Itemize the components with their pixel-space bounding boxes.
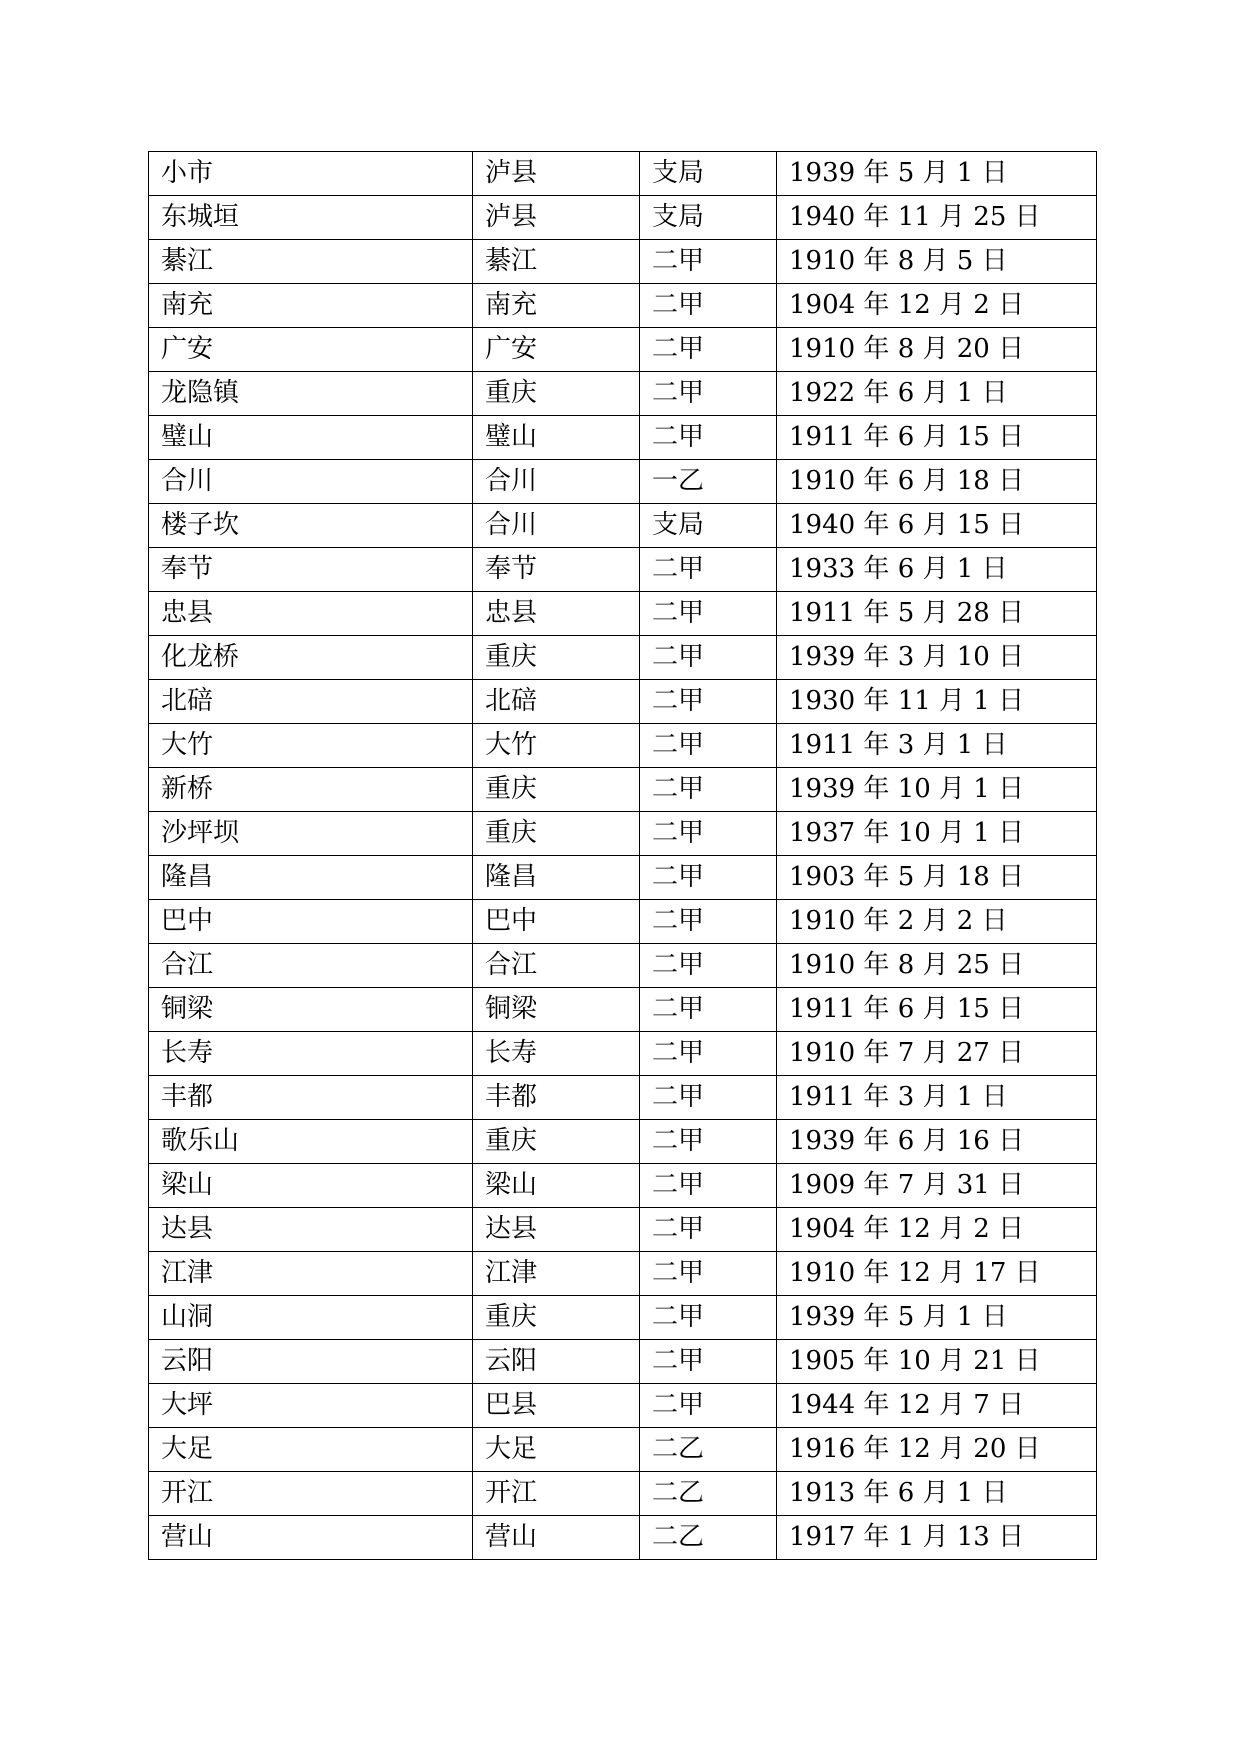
date-cell: 1904 年 12 月 2 日	[777, 284, 1097, 328]
place-name-cell: 江津	[149, 1252, 473, 1296]
grade-cell: 二甲	[640, 284, 777, 328]
place-name-cell: 歌乐山	[149, 1120, 473, 1164]
place-name-cell: 大坪	[149, 1384, 473, 1428]
place-name-cell: 化龙桥	[149, 636, 473, 680]
place-name-cell: 山洞	[149, 1296, 473, 1340]
grade-cell: 二甲	[640, 1340, 777, 1384]
table-row	[149, 680, 1097, 724]
date-cell: 1944 年 12 月 7 日	[777, 1384, 1097, 1428]
county-cell: 重庆	[473, 636, 640, 680]
table-row	[149, 1384, 1097, 1428]
date-cell: 1922 年 6 月 1 日	[777, 372, 1097, 416]
county-cell: 达县	[473, 1208, 640, 1252]
county-cell: 璧山	[473, 416, 640, 460]
county-cell: 开江	[473, 1472, 640, 1516]
county-cell: 合川	[473, 460, 640, 504]
table-row	[149, 812, 1097, 856]
table-row	[149, 328, 1097, 372]
table-row	[149, 1516, 1097, 1560]
place-name-cell: 隆昌	[149, 856, 473, 900]
table-row	[149, 636, 1097, 680]
grade-cell: 二甲	[640, 1252, 777, 1296]
place-name-cell: 营山	[149, 1516, 473, 1560]
table-row	[149, 1076, 1097, 1120]
date-cell: 1911 年 3 月 1 日	[777, 1076, 1097, 1120]
county-cell: 铜梁	[473, 988, 640, 1032]
date-cell: 1939 年 6 月 16 日	[777, 1120, 1097, 1164]
date-cell: 1909 年 7 月 31 日	[777, 1164, 1097, 1208]
date-cell: 1933 年 6 月 1 日	[777, 548, 1097, 592]
grade-cell: 二甲	[640, 1120, 777, 1164]
county-cell: 巴中	[473, 900, 640, 944]
table-row	[149, 988, 1097, 1032]
county-cell: 重庆	[473, 1296, 640, 1340]
place-name-cell: 云阳	[149, 1340, 473, 1384]
table-row	[149, 1472, 1097, 1516]
date-cell: 1910 年 6 月 18 日	[777, 460, 1097, 504]
place-name-cell: 梁山	[149, 1164, 473, 1208]
date-cell: 1910 年 8 月 25 日	[777, 944, 1097, 988]
county-cell: 广安	[473, 328, 640, 372]
county-cell: 奉节	[473, 548, 640, 592]
grade-cell: 二甲	[640, 328, 777, 372]
date-cell: 1937 年 10 月 1 日	[777, 812, 1097, 856]
date-cell: 1910 年 2 月 2 日	[777, 900, 1097, 944]
date-cell: 1911 年 6 月 15 日	[777, 988, 1097, 1032]
table-row	[149, 1164, 1097, 1208]
grade-cell: 二甲	[640, 724, 777, 768]
place-name-cell: 北碚	[149, 680, 473, 724]
date-cell: 1917 年 1 月 13 日	[777, 1516, 1097, 1560]
place-name-cell: 璧山	[149, 416, 473, 460]
place-name-cell: 广安	[149, 328, 473, 372]
date-cell: 1903 年 5 月 18 日	[777, 856, 1097, 900]
table-row	[149, 944, 1097, 988]
date-cell: 1940 年 11 月 25 日	[777, 196, 1097, 240]
table-row	[149, 416, 1097, 460]
grade-cell: 支局	[640, 504, 777, 548]
date-cell: 1939 年 5 月 1 日	[777, 1296, 1097, 1340]
date-cell: 1939 年 3 月 10 日	[777, 636, 1097, 680]
grade-cell: 二甲	[640, 768, 777, 812]
county-cell: 南充	[473, 284, 640, 328]
grade-cell: 二甲	[640, 1164, 777, 1208]
date-cell: 1911 年 6 月 15 日	[777, 416, 1097, 460]
county-cell: 重庆	[473, 768, 640, 812]
grade-cell: 支局	[640, 152, 777, 196]
county-cell: 泸县	[473, 152, 640, 196]
table-row	[149, 1032, 1097, 1076]
county-cell: 忠县	[473, 592, 640, 636]
table-row	[149, 372, 1097, 416]
date-cell: 1911 年 3 月 1 日	[777, 724, 1097, 768]
date-cell: 1910 年 12 月 17 日	[777, 1252, 1097, 1296]
place-name-cell: 龙隐镇	[149, 372, 473, 416]
date-cell: 1930 年 11 月 1 日	[777, 680, 1097, 724]
county-cell: 江津	[473, 1252, 640, 1296]
table-row	[149, 1252, 1097, 1296]
table-row	[149, 460, 1097, 504]
county-cell: 合川	[473, 504, 640, 548]
grade-cell: 二甲	[640, 636, 777, 680]
place-name-cell: 丰都	[149, 1076, 473, 1120]
grade-cell: 二甲	[640, 1296, 777, 1340]
place-name-cell: 巴中	[149, 900, 473, 944]
grade-cell: 二甲	[640, 1032, 777, 1076]
grade-cell: 二甲	[640, 240, 777, 284]
county-cell: 云阳	[473, 1340, 640, 1384]
place-name-cell: 綦江	[149, 240, 473, 284]
date-cell: 1913 年 6 月 1 日	[777, 1472, 1097, 1516]
grade-cell: 二乙	[640, 1472, 777, 1516]
county-cell: 大竹	[473, 724, 640, 768]
county-cell: 长寿	[473, 1032, 640, 1076]
date-cell: 1916 年 12 月 20 日	[777, 1428, 1097, 1472]
table-row	[149, 504, 1097, 548]
place-name-cell: 铜梁	[149, 988, 473, 1032]
date-cell: 1911 年 5 月 28 日	[777, 592, 1097, 636]
table-row	[149, 1208, 1097, 1252]
table-row	[149, 900, 1097, 944]
county-cell: 丰都	[473, 1076, 640, 1120]
place-name-cell: 南充	[149, 284, 473, 328]
county-cell: 重庆	[473, 812, 640, 856]
county-cell: 綦江	[473, 240, 640, 284]
table-row	[149, 592, 1097, 636]
county-cell: 营山	[473, 1516, 640, 1560]
grade-cell: 二甲	[640, 1384, 777, 1428]
county-cell: 隆昌	[473, 856, 640, 900]
place-name-cell: 开江	[149, 1472, 473, 1516]
date-cell: 1910 年 8 月 20 日	[777, 328, 1097, 372]
grade-cell: 二甲	[640, 416, 777, 460]
grade-cell: 二甲	[640, 988, 777, 1032]
table-row	[149, 856, 1097, 900]
grade-cell: 二乙	[640, 1428, 777, 1472]
place-name-cell: 达县	[149, 1208, 473, 1252]
place-name-cell: 东城垣	[149, 196, 473, 240]
grade-cell: 二甲	[640, 592, 777, 636]
date-cell: 1910 年 8 月 5 日	[777, 240, 1097, 284]
table-row	[149, 1296, 1097, 1340]
table-row	[149, 240, 1097, 284]
records-table-body	[149, 152, 1097, 1560]
grade-cell: 二甲	[640, 900, 777, 944]
table-row	[149, 284, 1097, 328]
place-name-cell: 大竹	[149, 724, 473, 768]
table-row	[149, 768, 1097, 812]
table-row	[149, 1120, 1097, 1164]
grade-cell: 二甲	[640, 1208, 777, 1252]
grade-cell: 二甲	[640, 856, 777, 900]
county-cell: 大足	[473, 1428, 640, 1472]
county-cell: 泸县	[473, 196, 640, 240]
county-cell: 巴县	[473, 1384, 640, 1428]
place-name-cell: 楼子坎	[149, 504, 473, 548]
table-row	[149, 1340, 1097, 1384]
table-row	[149, 548, 1097, 592]
table-row	[149, 724, 1097, 768]
date-cell: 1910 年 7 月 27 日	[777, 1032, 1097, 1076]
place-name-cell: 小市	[149, 152, 473, 196]
date-cell: 1939 年 5 月 1 日	[777, 152, 1097, 196]
grade-cell: 支局	[640, 196, 777, 240]
place-name-cell: 忠县	[149, 592, 473, 636]
place-name-cell: 沙坪坝	[149, 812, 473, 856]
county-cell: 北碚	[473, 680, 640, 724]
grade-cell: 二甲	[640, 812, 777, 856]
county-cell: 重庆	[473, 1120, 640, 1164]
records-table	[148, 151, 1097, 1560]
grade-cell: 二甲	[640, 372, 777, 416]
date-cell: 1939 年 10 月 1 日	[777, 768, 1097, 812]
grade-cell: 二甲	[640, 548, 777, 592]
table-row	[149, 1428, 1097, 1472]
grade-cell: 二甲	[640, 944, 777, 988]
grade-cell: 一乙	[640, 460, 777, 504]
place-name-cell: 奉节	[149, 548, 473, 592]
grade-cell: 二甲	[640, 1076, 777, 1120]
place-name-cell: 长寿	[149, 1032, 473, 1076]
county-cell: 重庆	[473, 372, 640, 416]
grade-cell: 二甲	[640, 680, 777, 724]
county-cell: 合江	[473, 944, 640, 988]
place-name-cell: 新桥	[149, 768, 473, 812]
date-cell: 1905 年 10 月 21 日	[777, 1340, 1097, 1384]
grade-cell: 二乙	[640, 1516, 777, 1560]
table-row	[149, 152, 1097, 196]
date-cell: 1940 年 6 月 15 日	[777, 504, 1097, 548]
table-row	[149, 196, 1097, 240]
county-cell: 梁山	[473, 1164, 640, 1208]
date-cell: 1904 年 12 月 2 日	[777, 1208, 1097, 1252]
place-name-cell: 合江	[149, 944, 473, 988]
place-name-cell: 合川	[149, 460, 473, 504]
place-name-cell: 大足	[149, 1428, 473, 1472]
